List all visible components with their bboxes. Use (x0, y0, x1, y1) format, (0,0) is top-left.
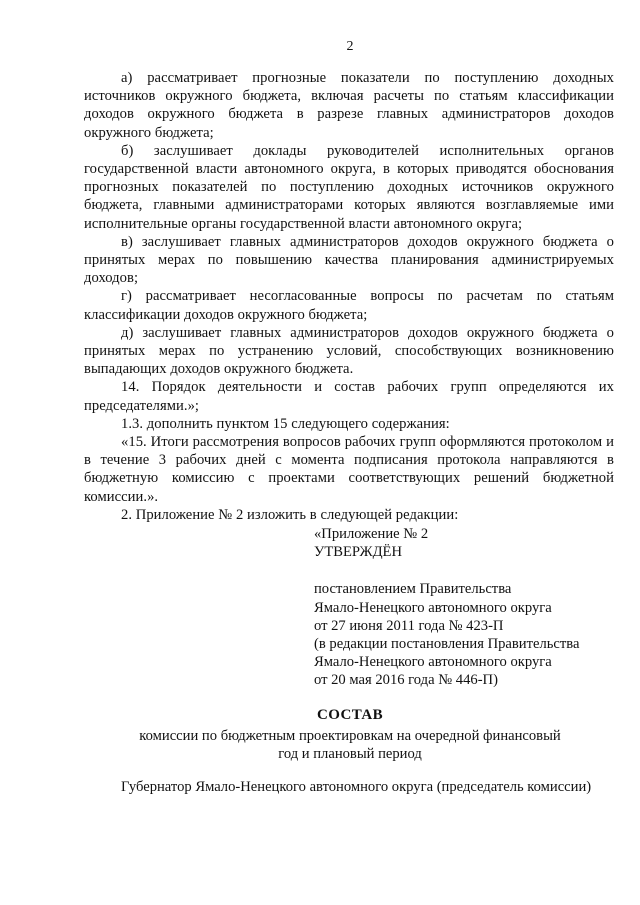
appendix-header: «Приложение № 2 (314, 526, 429, 542)
appendix-approved: УТВЕРЖДЁН (314, 544, 402, 561)
appendix-line: от 27 июня 2011 года № 423-П (314, 617, 504, 634)
appendix-approval-block (314, 525, 614, 690)
paragraph-a: а) рассматривает прогнозные показатели по поступлению доходных источников окружного бюджета, включая расчеты по статьям классификации доходов окружного бюджета в разрезе главных администраторов доходов окружного бюджета; (84, 70, 614, 141)
page-number: 2 (346, 39, 354, 54)
composition-title: СОСТАВ (316, 707, 383, 723)
paragraph-14: 14. Порядок деятельности и состав рабочих групп определяются их председателями.»; (84, 379, 614, 414)
appendix-line: Ямало-Ненецкого автономного округа (314, 654, 552, 671)
paragraph-v: в) заслушивает главных администраторов доходов окружного бюджета о принятых мерах по повышению качества планирования администрируемых доходов; (84, 233, 614, 287)
appendix-spacer (314, 561, 614, 580)
appendix-line: от 20 мая 2016 года № 446-П) (314, 672, 498, 689)
appendix-line: постановлением Правительства (314, 581, 512, 598)
paragraph-b: б) заслушивает доклады руководителей исполнительных органов государственной власти автономного округа, в которых приводятся обоснования прогнозных показателей по поступлению доходных источников окружного бюджета, главными администраторами которых являются возглавляемые ими исполнительные органы государственной власти автономного округа; (84, 142, 614, 232)
composition-subtitle-line: комиссии по бюджетным проектировкам на очередной финансовый (139, 728, 561, 744)
composition-subtitle-line: год и плановый период (278, 746, 422, 763)
appendix-line: Ямало-Ненецкого автономного округа (314, 599, 552, 616)
paragraph-1-3: 1.3. дополнить пунктом 15 следующего содержания: (121, 415, 450, 432)
commission-member: Губернатор Ямало-Ненецкого автономного округа (председатель комиссии) (121, 779, 592, 795)
document-body (84, 69, 614, 524)
paragraph-15: «15. Итоги рассмотрения вопросов рабочих групп оформляются протоколом и в течение 3 рабочих дней с момента подписания протокола направляются в бюджетную комиссию с проектами соответствующих решений бюджетной комиссии.». (84, 434, 614, 505)
composition-subtitle (0, 727, 640, 763)
paragraph-g: г) рассматривает несогласованные вопросы по расчетам по статьям классификации доходов окружного бюджета; (84, 288, 614, 323)
paragraph-2: 2. Приложение № 2 изложить в следующей редакции: (121, 506, 459, 523)
appendix-line: (в редакции постановления Правительства (314, 636, 580, 653)
paragraph-d: д) заслушивает главных администраторов доходов окружного бюджета о принятых мерах по устранению условий, способствующих возникновению выпадающих доходов окружного бюджета. (84, 324, 614, 378)
